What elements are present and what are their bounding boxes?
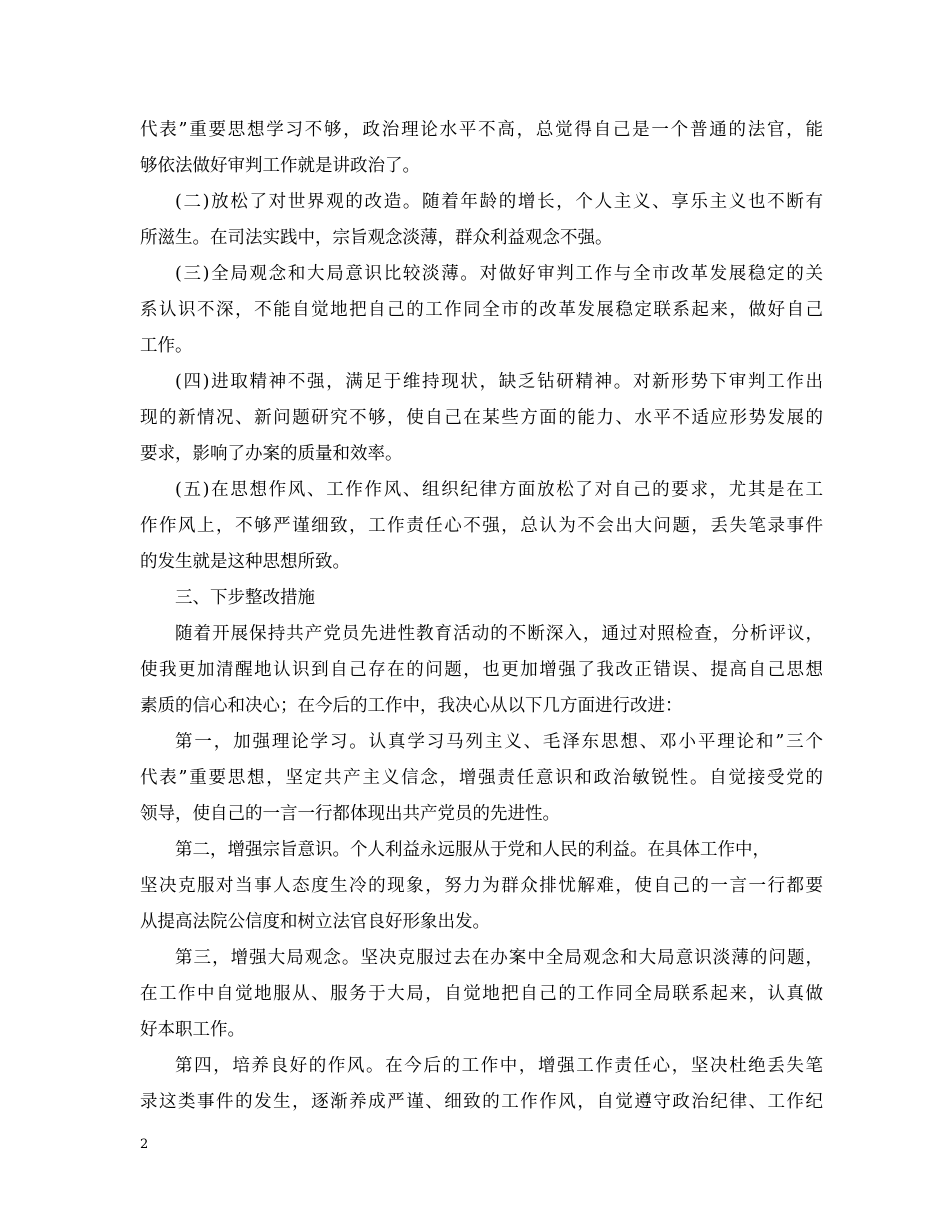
text-line: 坚决克服对当事人态度生冷的现象，努力为群众排忧解难，使自己的一言一行都要 bbox=[140, 876, 823, 896]
text-line: 在工作中自觉地服从、服务于大局，自觉地把自己的工作同全局联系起来，认真做 bbox=[140, 984, 823, 1004]
text-line: 素质的信心和决心；在今后的工作中，我决心从以下几方面进行改进： bbox=[140, 696, 683, 716]
text-line: 第一，加强理论学习。认真学习马列主义、毛泽东思想、邓小平理论和”三个 bbox=[175, 732, 823, 752]
text-line: 代表”重要思想学习不够，政治理论水平不高，总觉得自己是一个普通的法官，能 bbox=[140, 120, 823, 140]
body-text bbox=[140, 112, 823, 1120]
text-line: 录这类事件的发生，逐渐养成严谨、细致的工作作风，自觉遵守政治纪律、工作纪 bbox=[140, 1092, 823, 1112]
text-line: 随着开展保持共产党员先进性教育活动的不断深入，通过对照检查，分析评议， bbox=[175, 624, 823, 644]
text-line: 工作。 bbox=[140, 336, 193, 356]
page-number: 2 bbox=[140, 1137, 149, 1152]
text-line: 要求，影响了办案的质量和效率。 bbox=[140, 444, 403, 464]
text-line: 系认识不深，不能自觉地把自己的工作同全市的改革发展稳定联系起来，做好自己 bbox=[140, 300, 823, 320]
text-line: 好本职工作。 bbox=[140, 1020, 245, 1040]
text-line: 作作风上，不够严谨细致，工作责任心不强，总认为不会出大问题，丢失笔录事件 bbox=[140, 516, 823, 536]
text-line: 的发生就是这种思想所致。 bbox=[140, 552, 350, 572]
text-line: 从提高法院公信度和树立法官良好形象出发。 bbox=[140, 912, 490, 932]
text-line: (五)在思想作风、工作作风、组织纪律方面放松了对自己的要求，尤其是在工 bbox=[175, 480, 823, 500]
text-line: 所滋生。在司法实践中，宗旨观念淡薄，群众利益观念不强。 bbox=[140, 228, 613, 248]
text-line: (三)全局观念和大局意识比较淡薄。对做好审判工作与全市改革发展稳定的关 bbox=[175, 264, 823, 284]
text-line: (二)放松了对世界观的改造。随着年龄的增长，个人主义、享乐主义也不断有 bbox=[175, 192, 823, 212]
text-line: 够依法做好审判工作就是讲政治了。 bbox=[140, 156, 420, 176]
text-line: (四)进取精神不强，满足于维持现状，缺乏钻研精神。对新形势下审判工作出 bbox=[175, 372, 823, 392]
text-line: 代表”重要思想，坚定共产主义信念，增强责任意识和政治敏锐性。自觉接受党的 bbox=[140, 768, 823, 788]
text-line: 第三，增强大局观念。坚决克服过去在办案中全局观念和大局意识淡薄的问题， bbox=[175, 948, 823, 968]
text-line: 领导，使自己的一言一行都体现出共产党员的先进性。 bbox=[140, 804, 560, 824]
text-line: 第四，培养良好的作风。在今后的工作中，增强工作责任心，坚决杜绝丢失笔 bbox=[175, 1056, 823, 1076]
text-line: 使我更加清醒地认识到自己存在的问题，也更加增强了我改正错误、提高自己思想 bbox=[140, 660, 823, 680]
text-line: 三、下步整改措施 bbox=[175, 588, 315, 608]
text-line: 第二，增强宗旨意识。个人利益永远服从于党和人民的利益。在具体工作中， bbox=[175, 840, 770, 860]
text-line: 现的新情况、新问题研究不够，使自己在某些方面的能力、水平不适应形势发展的 bbox=[140, 408, 823, 428]
